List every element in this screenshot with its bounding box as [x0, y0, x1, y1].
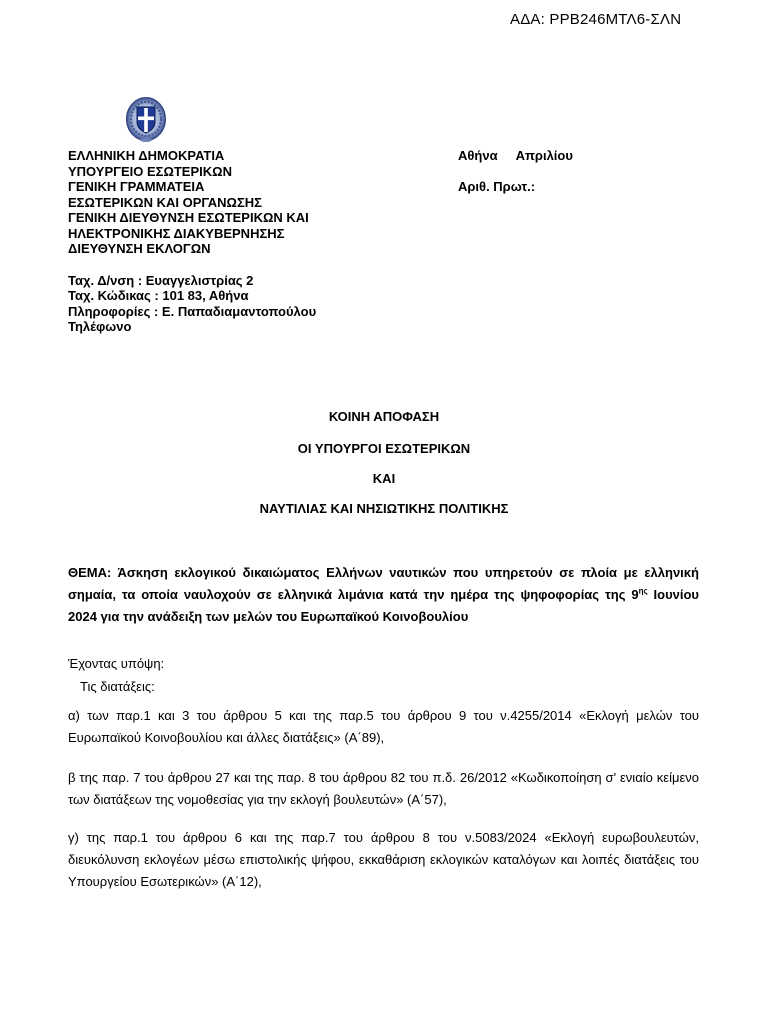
- authority-line: ΥΠΟΥΡΓΕΙΟ ΕΣΩΤΕΡΙΚΩΝ: [68, 163, 232, 179]
- authority-line: ΕΛΛΗΝΙΚΗ ΔΗΜΟΚΡΑΤΙΑ: [68, 148, 225, 163]
- ministers-line: ΟΙ ΥΠΟΥΡΓΟΙ ΕΣΩΤΕΡΙΚΩΝ: [297, 441, 471, 456]
- ada-code: ΑΔΑ: ΡΡΒ246ΜΤΛ6-ΣΛΝ: [510, 11, 682, 28]
- issuing-authority-block: [68, 148, 316, 335]
- authority-line: ΔΙΕΥΘΥΝΣΗ ΕΚΛΟΓΩΝ: [68, 241, 211, 256]
- considering-label: Έχοντας υπόψη:: [68, 656, 165, 671]
- ministry-line: ΝΑΥΤΙΛΙΑΣ ΚΑΙ ΝΗΣΙΩΤΙΚΗΣ ΠΟΛΙΤΙΚΗΣ: [259, 501, 509, 516]
- subject-paragraph: [68, 562, 699, 628]
- authority-line: ΕΣΩΤΕΡΙΚΩΝ ΚΑΙ ΟΡΓΑΝΩΣΗΣ: [68, 194, 262, 210]
- provision-item: α) των παρ.1 και 3 του άρθρου 5 και της παρ.5 του άρθρου 9 του ν.4255/2014 «Εκλογή μελών του Ευρωπαϊκού Κοινοβουλίου και άλλες διατάξεις» (Α΄89),: [68, 708, 699, 745]
- greek-coat-of-arms-icon: [126, 96, 166, 144]
- subject-text: ΘΕΜΑ: Άσκηση εκλογικού δικαιώματος Ελλήνων ναυτικών που υπηρετούν σε πλοία με ελληνική σημαία, τα οποία ναυλοχούν σε ελληνικά λιμάνια κατά την ημέρα της ψηφοφορίας της 9: [68, 565, 699, 602]
- subject-text-end: Ιουνίου 2024 για την ανάδειξη των μελών του Ευρωπαϊκού Κοινοβουλίου: [68, 587, 699, 624]
- authority-line: ΓΕΝΙΚΗ ΔΙΕΥΘΥΝΣΗ ΕΣΩΤΕΡΙΚΩΝ ΚΑΙ: [68, 210, 309, 225]
- ordinal-suffix: ης: [638, 586, 648, 596]
- provision-item: γ) της παρ.1 του άρθρου 6 και της παρ.7 του άρθρου 8 του ν.5083/2024 «Εκλογή ευρωβουλευτών, διευκόλυνση εκλογέων μέσω επιστολικής ψήφου, εκκαθάριση εκλογικών καταλόγων και λοιπές διατάξεις του Υπουργείου Εσωτερικών» (Α΄12),: [68, 830, 699, 889]
- city: Αθήνα: [458, 148, 498, 163]
- date-line: [458, 148, 573, 163]
- protocol-number: Αριθ. Πρωτ.:: [458, 179, 536, 194]
- authority-line: ΓΕΝΙΚΗ ΓΡΑΜΜΑΤΕΙΑ: [68, 179, 205, 194]
- month: Απριλίου: [515, 148, 573, 163]
- and-line: ΚΑΙ: [372, 471, 396, 486]
- postal-code-line: Ταχ. Κώδικας : 101 83, Αθήνα: [68, 288, 249, 303]
- address-line: Ταχ. Δ/νση : Ευαγγελιστρίας 2: [68, 272, 254, 288]
- address-block: [68, 273, 316, 335]
- authority-line: ΗΛΕΚΤΡΟΝΙΚΗΣ ΔΙΑΚΥΒΕΡΝΗΣΗΣ: [68, 225, 285, 241]
- contact-person-line: Πληροφορίες : Ε. Παπαδιαμαντοπούλου: [68, 303, 317, 319]
- provisions-label: Τις διατάξεις:: [80, 679, 155, 694]
- phone-line: Τηλέφωνο: [68, 319, 132, 334]
- provision-item: β της παρ. 7 του άρθρου 27 και της παρ. 8 του άρθρου 82 του π.δ. 26/2012 «Κωδικοποίηση σ' ενιαίο κείμενο των διατάξεων της νομοθεσίας για την εκλογή βουλευτών» (Α΄57),: [68, 770, 699, 807]
- date-protocol-block: [458, 148, 573, 194]
- decision-title: ΚΟΙΝΗ ΑΠΟΦΑΣΗ: [328, 409, 440, 424]
